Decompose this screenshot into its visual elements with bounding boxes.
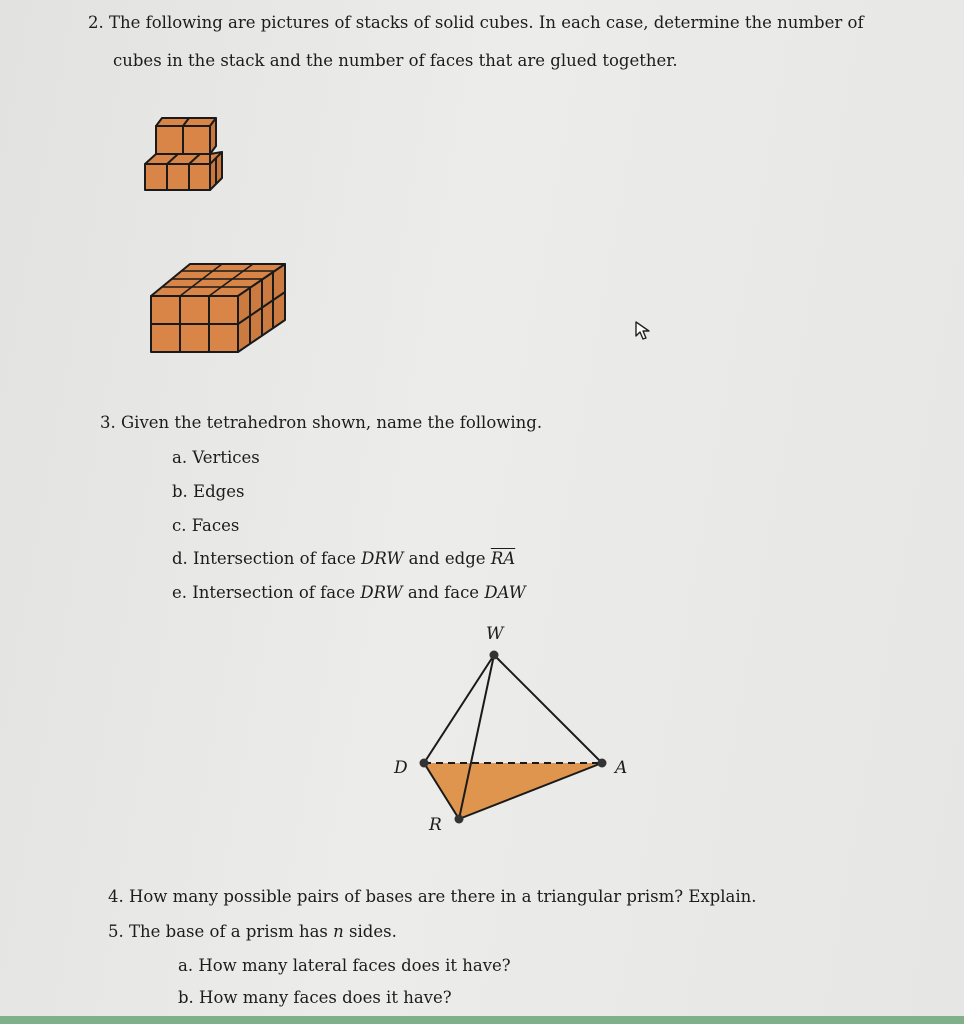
question-5 <box>108 922 397 941</box>
question-2-line-1 <box>88 13 864 32</box>
cube-face <box>210 118 216 154</box>
mouse-cursor-icon <box>634 320 654 342</box>
face-daw-label: DAW <box>484 583 526 602</box>
question-3-part-b: b. Edges <box>172 482 245 501</box>
vertex-w <box>490 651 499 660</box>
question-3-part-c: c. Faces <box>172 516 240 535</box>
bottom-edge-bar <box>0 1016 964 1024</box>
vertex-label-w: W <box>486 624 504 644</box>
question-3-part-e <box>172 583 526 602</box>
vertex-label-d: D <box>394 758 408 778</box>
edge-ra-label: $\overline{RA}$ <box>490 549 516 568</box>
question-5-part-a: a. How many lateral faces does it have? <box>178 956 511 975</box>
vertex-d <box>420 759 429 768</box>
question-2-text-line-2: cubes in the stack and the number of faces that are glued together. <box>113 51 678 70</box>
question-3-part-a: a. Vertices <box>172 448 260 467</box>
cube-face <box>183 126 210 154</box>
question-2-text-line-1: The following are pictures of stacks of solid cubes. In each case, determine the number of <box>109 13 864 32</box>
question-3-heading: 3. Given the tetrahedron shown, name the following. <box>100 413 543 432</box>
question-4: 4. How many possible pairs of bases are there in a triangular prism? Explain. <box>108 887 757 906</box>
face-dra-shaded <box>424 763 602 819</box>
question-3-part-d-middle: and edge <box>403 549 491 568</box>
cube-stack-small <box>140 112 235 197</box>
cube-stack-large <box>145 258 290 358</box>
vertex-r <box>455 815 464 824</box>
question-5-suffix: sides. <box>343 922 397 941</box>
question-3-part-d <box>172 549 515 568</box>
question-2-number: 2. <box>88 13 104 32</box>
question-5-part-b: b. How many faces does it have? <box>178 988 452 1007</box>
cube-face <box>189 164 210 190</box>
cube-face <box>145 164 167 190</box>
edge-dw <box>424 655 494 763</box>
vertex-label-r: R <box>429 815 442 835</box>
edge-wa <box>494 655 602 763</box>
question-3-part-e-prefix: e. Intersection of face <box>172 583 361 602</box>
vertex-a <box>598 759 607 768</box>
cube-face <box>167 164 189 190</box>
variable-n: n <box>333 922 344 941</box>
tetrahedron-diagram <box>380 615 640 835</box>
question-3-part-e-middle: and face <box>402 583 485 602</box>
question-3-part-d-prefix: d. Intersection of face <box>172 549 362 568</box>
face-drw-label-2: DRW <box>360 583 403 602</box>
question-5-prefix: 5. The base of a prism has <box>108 922 334 941</box>
face-drw-label: DRW <box>361 549 404 568</box>
cube-face <box>156 126 183 154</box>
vertex-label-a: A <box>615 758 628 778</box>
